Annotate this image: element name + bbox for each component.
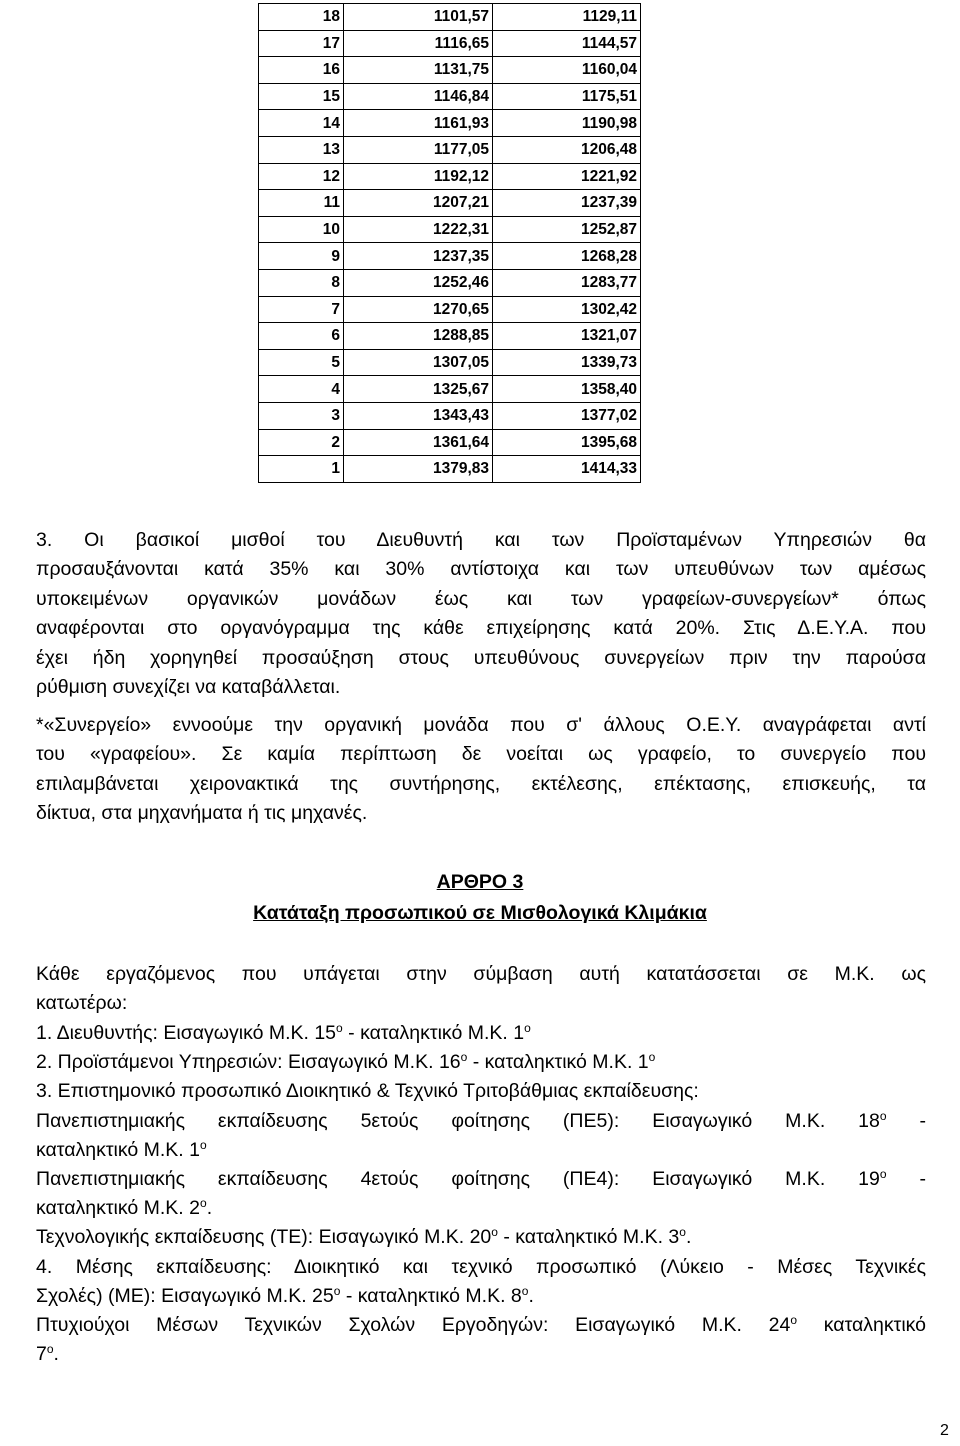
table-row (259, 323, 641, 350)
list-item: 3. Επιστημονικό προσωπικό Διοικητικό & Τεχνικό Τριτοβάθμιας εκπαίδευσης: (36, 1080, 699, 1103)
salary-alt-cell: 1395,68 (493, 429, 641, 456)
salary-cell: 1131,75 (344, 57, 493, 84)
salary-cell: 1343,43 (344, 402, 493, 429)
salary-cell: 1237,35 (344, 243, 493, 270)
salary-cell: 1222,31 (344, 216, 493, 243)
intro-line: Κάθε εργαζόμενος που υπάγεται στην σύμβαση αυτή κατατάσσεται σε Μ.Κ. ως (36, 963, 926, 985)
article-number: ΑΡΘΡΟ 3 (436, 871, 524, 893)
grade-cell: 14 (259, 110, 344, 137)
table-row (259, 429, 641, 456)
salary-cell: 1307,05 (344, 349, 493, 376)
footnote-line: επιλαμβάνεται χειρονακτικά της συντήρησης, εκτέλεσης, επέκτασης, επισκευής, τα (36, 772, 926, 795)
paragraph-3-line: προσαυξάνονται κατά 35% και 30% αντίστοιχα και των υπευθύνων των αμέσως (36, 558, 926, 581)
table-row (259, 376, 641, 403)
paragraph-3-line: αναφέρονται στο οργανόγραμμα της κάθε επιχείρησης κατά 20%. Στις Δ.Ε.Υ.Α. που (36, 617, 926, 640)
salary-alt-cell: 1358,40 (493, 376, 641, 403)
salary-alt-cell: 1321,07 (493, 323, 641, 350)
article-title: Κατάταξη προσωπικού σε Μισθολογικά Κλιμάκια (253, 902, 707, 924)
footnote-line: του «γραφείου». Σε καμία περίπτωση δε νοείται ως γραφείο, το συνεργείο που (36, 743, 926, 766)
salary-cell: 1116,65 (344, 30, 493, 57)
salary-alt-cell: 1206,48 (493, 136, 641, 163)
salary-cell: 1177,05 (344, 136, 493, 163)
grade-cell: 6 (259, 323, 344, 350)
footnote (36, 711, 926, 829)
grade-cell: 15 (259, 83, 344, 110)
salary-cell: 1192,12 (344, 163, 493, 190)
table-row (259, 83, 641, 110)
list-item: καταληκτικό Μ.Κ. $1^o$ (36, 1137, 207, 1161)
footnote-line: δίκτυα, στα μηχανήματα ή τις μηχανές. (36, 802, 368, 825)
grade-cell: 2 (259, 429, 344, 456)
page-number: 2 (940, 1422, 949, 1439)
salary-cell: 1146,84 (344, 83, 493, 110)
salary-cell: 1101,57 (344, 4, 493, 31)
salary-alt-cell: 1221,92 (493, 163, 641, 190)
salary-cell: 1270,65 (344, 296, 493, 323)
table-row (259, 216, 641, 243)
grade-cell: 10 (259, 216, 344, 243)
salary-alt-cell: 1302,42 (493, 296, 641, 323)
list-item: $7^o$. (36, 1342, 59, 1366)
salary-alt-cell: 1129,11 (493, 4, 641, 31)
grade-cell: 13 (259, 136, 344, 163)
salary-alt-cell: 1252,87 (493, 216, 641, 243)
salary-alt-cell: 1414,33 (493, 456, 641, 483)
list-item: 1. Διευθυντής: Εισαγωγικό Μ.Κ. $15^o$ - καταληκτικό Μ.Κ. $1^o$ (36, 1021, 531, 1044)
table-row (259, 163, 641, 190)
table-row (259, 136, 641, 163)
list-item: 4. Μέσης εκπαίδευσης: Διοικητικό και τεχνικό προσωπικό (Λύκειο - Μέσες Τεχνικές (36, 1255, 926, 1278)
salary-cell: 1325,67 (344, 376, 493, 403)
list-item: Πανεπιστημιακής εκπαίδευσης 4ετούς φοίτησης (ΠΕ4): Εισαγωγικό Μ.Κ. $19^o$ - (36, 1167, 926, 1191)
grade-cell: 3 (259, 402, 344, 429)
list-item: 2. Προϊστάμενοι Υπηρεσιών: Εισαγωγικό Μ.Κ. $16^o$ - καταληκτικό Μ.Κ. $1^o$ (36, 1050, 656, 1074)
grade-cell: 9 (259, 243, 344, 270)
salary-alt-cell: 1175,51 (493, 83, 641, 110)
salary-cell: 1161,93 (344, 110, 493, 137)
grade-cell: 11 (259, 190, 344, 217)
salary-cell: 1288,85 (344, 323, 493, 350)
salary-cell: 1379,83 (344, 456, 493, 483)
table-row (259, 190, 641, 217)
salary-alt-cell: 1144,57 (493, 30, 641, 57)
salary-alt-cell: 1160,04 (493, 57, 641, 84)
table-row (259, 296, 641, 323)
salary-cell: 1252,46 (344, 269, 493, 296)
list-item: Τεχνολογικής εκπαίδευσης (ΤΕ): Εισαγωγικό Μ.Κ. $20^o$ - καταληκτικό Μ.Κ. $3^o$. (36, 1225, 692, 1249)
grade-cell: 5 (259, 349, 344, 376)
paragraph-3 (36, 526, 926, 702)
salary-scale-table-body (259, 4, 641, 483)
salary-alt-cell: 1237,39 (493, 190, 641, 217)
salary-alt-cell: 1190,98 (493, 110, 641, 137)
table-row (259, 110, 641, 137)
paragraph-3-line: ρύθμιση συνεχίζει να καταβάλλεται. (36, 676, 341, 699)
salary-scale-table (258, 3, 641, 483)
table-row (259, 269, 641, 296)
grade-cell: 1 (259, 456, 344, 483)
salary-alt-cell: 1339,73 (493, 349, 641, 376)
footnote-line: *«Συνεργείο» εννοούμε την οργανική μονάδα που σ' άλλους Ο.Ε.Υ. αναγράφεται αντί (36, 714, 926, 736)
grade-cell: 16 (259, 57, 344, 84)
grade-cell: 7 (259, 296, 344, 323)
list-item: Πανεπιστημιακής εκπαίδευσης 5ετούς φοίτησης (ΠΕ5): Εισαγωγικό Μ.Κ. $18^o$ - (36, 1108, 926, 1132)
grade-cell: 4 (259, 376, 344, 403)
article-intro (36, 960, 926, 1019)
salary-cell: 1207,21 (344, 190, 493, 217)
table-row (259, 243, 641, 270)
table-row (259, 349, 641, 376)
table-row (259, 30, 641, 57)
paragraph-3-line: έχει ήδη χορηγηθεί προσαύξηση στους υπευθύνους συνεργείων πριν την παρούσα (36, 646, 926, 669)
salary-alt-cell: 1268,28 (493, 243, 641, 270)
table-row (259, 456, 641, 483)
list-item: Σχολές) (ΜΕ): Εισαγωγικό Μ.Κ. $25^o$ - καταληκτικό Μ.Κ. $8^o$. (36, 1283, 534, 1307)
paragraph-3-line: υποκειμένων οργανικών μονάδων έως και των γραφείων-συνεργείων* όπως (36, 587, 926, 610)
table-row (259, 402, 641, 429)
grade-cell: 12 (259, 163, 344, 190)
intro-line: κατωτέρω: (36, 992, 128, 1015)
grade-cell: 17 (259, 30, 344, 57)
grade-cell: 8 (259, 269, 344, 296)
salary-alt-cell: 1377,02 (493, 402, 641, 429)
list-item: καταληκτικό Μ.Κ. $2^o$. (36, 1196, 213, 1220)
salary-alt-cell: 1283,77 (493, 269, 641, 296)
paragraph-3-line: 3. Οι βασικοί μισθοί του Διευθυντή και των Προϊσταμένων Υπηρεσιών θα (36, 529, 926, 551)
table-row (259, 57, 641, 84)
grade-list (36, 1019, 926, 1369)
list-item: Πτυχιούχοι Μέσων Τεχνικών Σχολών Εργοδηγών: Εισαγωγικό Μ.Κ. $24^o$ καταληκτικό (36, 1313, 927, 1337)
table-row (259, 4, 641, 31)
grade-cell: 18 (259, 4, 344, 31)
salary-cell: 1361,64 (344, 429, 493, 456)
